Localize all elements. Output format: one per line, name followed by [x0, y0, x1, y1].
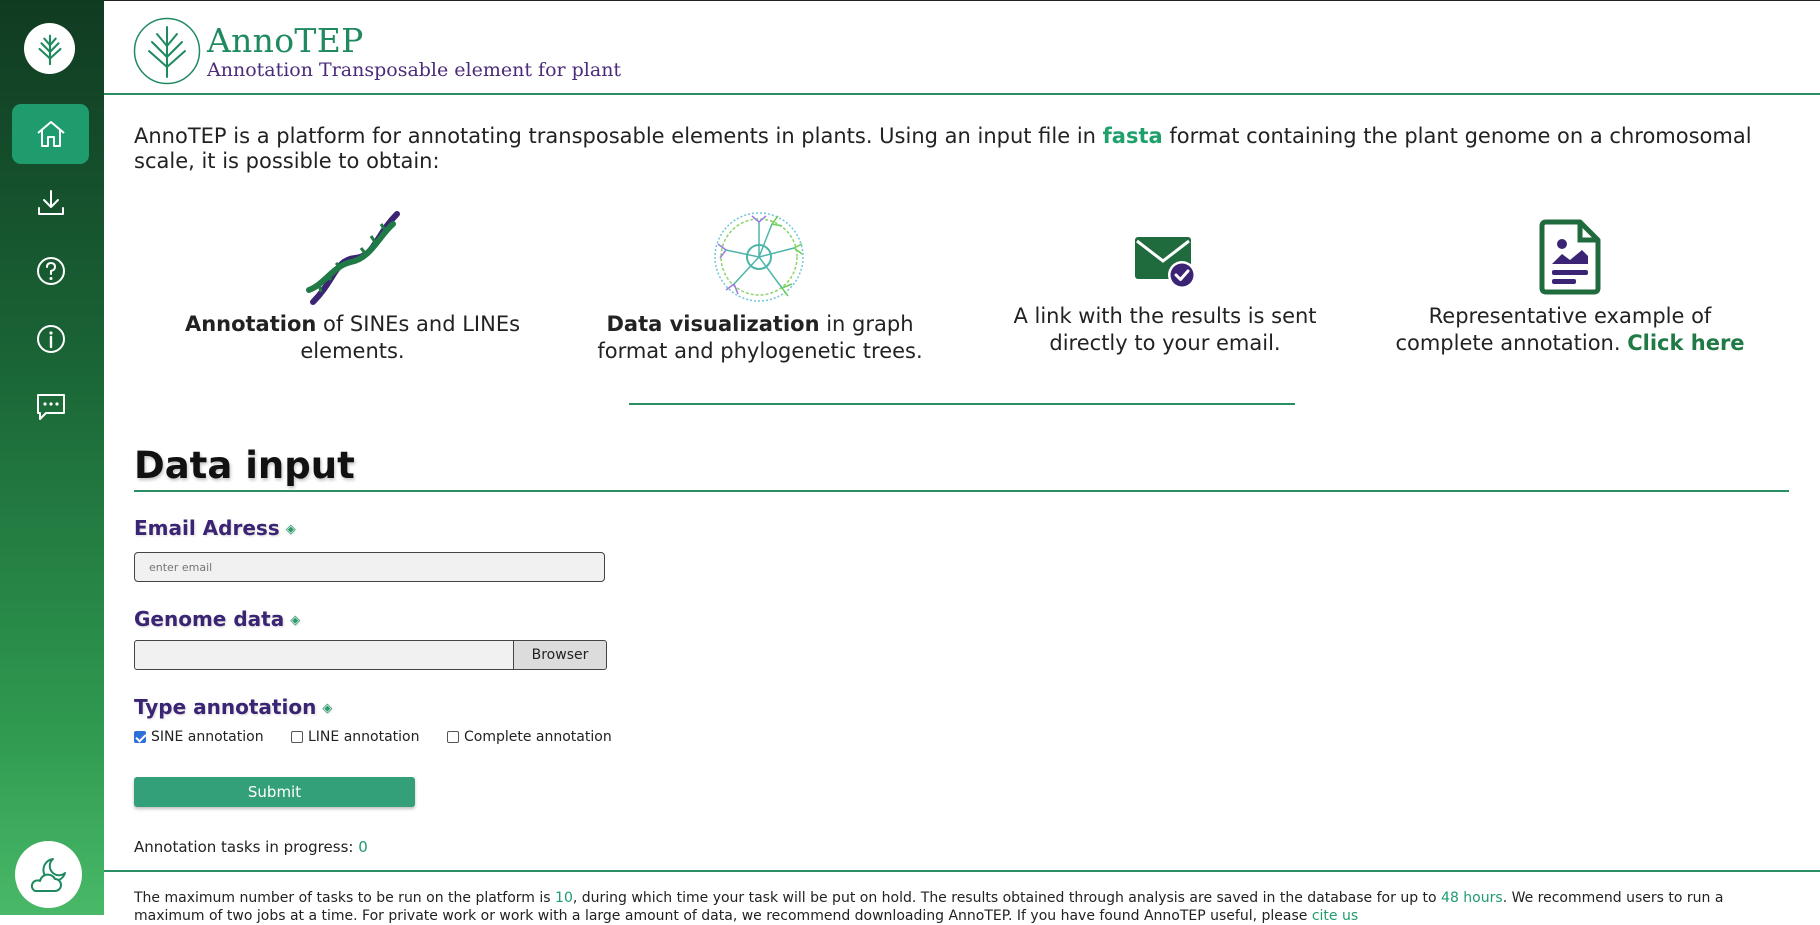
line-option[interactable]: [291, 729, 419, 745]
plant-logo-icon: [133, 17, 201, 85]
intro-after: format containing the plant genome on a chromosomal scale, it is possible to obtain:: [134, 124, 1752, 173]
sine-checkbox[interactable]: [134, 731, 146, 743]
feature-visualization: [590, 311, 930, 365]
footnote-p2: , during which time your task will be put on hold. The results obtained through analysis are saved in the database for up to: [572, 890, 1442, 906]
chat-icon: [34, 391, 68, 423]
tasks-count: 0: [358, 838, 368, 856]
feature-visualization-bold: Data visualization: [606, 312, 820, 336]
home-icon: [34, 117, 68, 151]
retention-hours: 48 hours: [1441, 890, 1503, 906]
feature-annotation: [180, 311, 525, 365]
email-label: [134, 516, 296, 540]
email-field[interactable]: [134, 552, 605, 582]
sidebar-item-home[interactable]: [12, 104, 89, 164]
feature-example-text: Representative example of complete annotation.: [1395, 304, 1712, 355]
document-icon: [1540, 218, 1602, 296]
divider: [104, 870, 1820, 872]
complete-label: Complete annotation: [464, 729, 612, 745]
cite-link[interactable]: cite us: [1311, 908, 1359, 924]
sine-label: SINE annotation: [151, 729, 264, 745]
divider: [134, 490, 1789, 492]
feature-visualization-text: in graph format and phylogenetic trees.: [597, 312, 923, 363]
sidebar-item-contact[interactable]: [12, 377, 89, 437]
complete-option[interactable]: [447, 729, 612, 745]
type-label-text: Type annotation: [134, 695, 317, 719]
genome-label: [134, 607, 300, 631]
max-tasks: 10: [555, 890, 573, 906]
tasks-label: Annotation tasks in progress:: [134, 838, 359, 856]
footnote-p3: . We recommend users to run a maximum of two jobs at a time. For private work or work with a large amount of data, we recommend downloading AnnoTEP. If you have found AnnoTEP useful, please: [134, 890, 1724, 924]
info-icon: [35, 323, 67, 355]
feature-annotation-text: of SINEs and LINEs elements.: [300, 312, 521, 363]
feature-annotation-bold: Annotation: [184, 312, 317, 336]
complete-checkbox[interactable]: [447, 731, 459, 743]
type-label: [134, 695, 332, 719]
question-icon: [35, 255, 67, 287]
divider: [629, 403, 1295, 405]
sidebar-item-info[interactable]: [12, 309, 89, 369]
phylo-tree-icon: [712, 210, 806, 304]
brand-title: AnnoTEP: [207, 21, 364, 60]
sine-option[interactable]: [134, 729, 264, 745]
moon-cloud-icon: [27, 853, 71, 897]
section-title: Data input: [134, 444, 355, 487]
dna-icon: [305, 210, 401, 306]
download-icon: [35, 187, 67, 219]
tasks-status: [134, 838, 368, 856]
header: [104, 0, 1820, 95]
line-label: LINE annotation: [308, 729, 420, 745]
plant-logo-icon: [31, 30, 69, 68]
theme-toggle-button[interactable]: [15, 841, 82, 908]
browse-button[interactable]: Browser: [513, 640, 607, 670]
genome-file-input[interactable]: [134, 640, 514, 670]
feature-example: [1395, 303, 1745, 357]
tooltip-icon[interactable]: ◈: [285, 522, 296, 537]
email-check-icon: [1133, 233, 1197, 291]
fasta-link[interactable]: fasta: [1102, 124, 1163, 148]
email-label-text: Email Adress: [134, 516, 280, 540]
intro-before: AnnoTEP is a platform for annotating transposable elements in plants. Using an input file in: [134, 124, 1103, 148]
intro-text: [134, 124, 1794, 174]
genome-label-text: Genome data: [134, 607, 285, 631]
app-logo[interactable]: [24, 23, 75, 74]
click-here-link[interactable]: Click here: [1627, 331, 1745, 355]
tooltip-icon[interactable]: ◈: [322, 701, 333, 716]
submit-button[interactable]: Submit: [134, 777, 415, 807]
sidebar: [0, 0, 104, 915]
sidebar-item-help[interactable]: [12, 241, 89, 301]
brand-subtitle: Annotation Transposable element for plant: [207, 59, 622, 81]
sidebar-item-download[interactable]: [12, 173, 89, 233]
footnote: [134, 889, 1794, 925]
feature-email: A link with the results is sent directly to your email.: [1013, 304, 1317, 355]
line-checkbox[interactable]: [291, 731, 303, 743]
tooltip-icon[interactable]: ◈: [290, 613, 301, 628]
footnote-p1: The maximum number of tasks to be run on the platform is: [134, 890, 556, 906]
